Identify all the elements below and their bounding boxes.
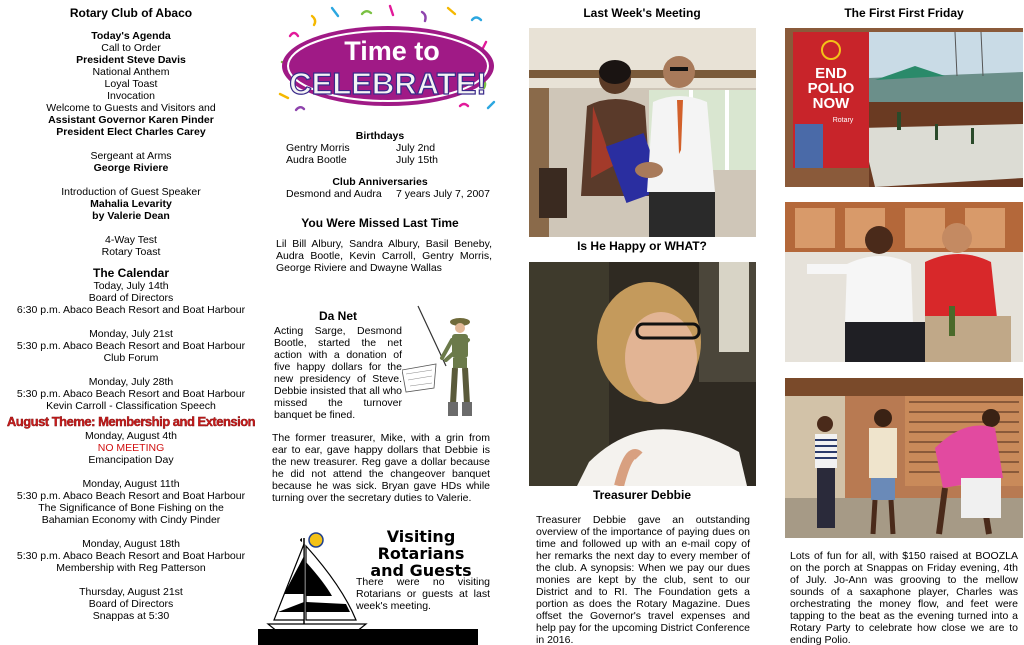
agenda-item: Welcome to Guests and Visitors and: [46, 102, 216, 114]
banner-line1: Time to: [344, 36, 440, 66]
men-seated-photo: [785, 202, 1023, 362]
treasurer-text: Treasurer Debbie gave an outstanding overview of the importance of paying dues on time and followed up with an e-mail copy of her remarks the next day to every member of the club. A synopsis: When we pay our dues monies are kept by the club, sent to our District and to RI. The Foundation gets a portion as does the Rotary Magazine. Dues offset the Governor's travel expenses and help pay for the upcoming District Conference in 2016.: [536, 514, 750, 645]
calendar-line: Membership with Reg Patterson: [56, 562, 206, 574]
calendar-line: Monday, August 18th: [82, 538, 180, 550]
agenda-heading: Today's Agenda: [91, 30, 171, 42]
speaker-name: Mahalia Levarity: [90, 198, 172, 210]
banner-rotary-label: Rotary: [832, 117, 854, 124]
meeting-title: Last Week's Meeting: [583, 6, 701, 20]
caption-happy: Is He Happy or WHAT?: [577, 239, 707, 253]
meeting-column: [528, 0, 756, 645]
august-theme: August Theme: Membership and Extension: [6, 414, 256, 429]
calendar-entry: [0, 478, 262, 526]
friday-title: The First First Friday: [844, 6, 964, 20]
calendar-line: Today, July 14th: [93, 280, 169, 292]
birthday-list: [268, 142, 492, 166]
calendar-line: Monday, August 11th: [82, 478, 180, 490]
speaker-by: by Valerie Dean: [92, 210, 170, 222]
banner-end: END: [815, 65, 847, 82]
agenda-item: Invocation: [107, 90, 155, 102]
agenda-list: [0, 42, 262, 138]
danet-heading: Da Net: [318, 309, 357, 323]
calendar-line: 5:30 p.m. Abaco Beach Resort and Boat Harbour: [16, 490, 246, 502]
missed-heading: You Were Missed Last Time: [301, 216, 459, 230]
friday-column: [784, 0, 1024, 645]
birthday-name: Gentry Morris: [286, 142, 350, 154]
agenda-item: Assistant Governor Karen Pinder: [48, 114, 214, 126]
calendar-line: Monday, July 21st: [89, 328, 173, 340]
aug4-note: NO MEETING: [97, 442, 165, 454]
calendar-line: Snappas at 5:30: [92, 610, 170, 622]
calendar-line: Monday, July 28th: [88, 376, 174, 388]
celebrate-banner: [272, 2, 504, 120]
calendar-heading: The Calendar: [92, 266, 170, 280]
birthday-date: July 15th: [396, 154, 439, 166]
footer-bar: [258, 629, 478, 645]
agenda-column: [0, 0, 262, 622]
friday-text: Lots of fun for all, with $150 raised at BOOZLA on the porch at Snappas on Friday evening, 4th of July. Jo-Ann was grooving to the mellow sounds of a saxaphone player, Charles was orchestrating the money flow, and feet were tapping to the beat as the evening turned into a Rotary Party to celebrate how close we are to ending Polio.: [790, 550, 1018, 645]
missed-text: Lil Bill Albury, Sandra Albury, Basil Beneby, Audra Bootle, Kevin Carroll, Gentry Morris, George Riviere and Dwayne Wallas: [276, 238, 492, 274]
visiting-heading-line2: and Guests: [370, 561, 472, 580]
danet-text: Acting Sarge, Desmond Bootle, started the net action with a donation of five happy dollars for the new presidency of Steve. Debbie insisted that all who missed the turnover banquet be fined.: [274, 325, 402, 421]
birthday-name: Audra Bootle: [286, 154, 347, 166]
calendar-line: 5:30 p.m. Abaco Beach Resort and Boat Harbour: [16, 388, 246, 400]
rotary-toast: Rotary Toast: [101, 246, 161, 258]
banner-now: NOW: [812, 95, 850, 112]
birthday-row: [286, 142, 492, 154]
caption-treasurer: Treasurer Debbie: [592, 488, 692, 502]
calendar-line: 5:30 p.m. Abaco Beach Resort and Boat Harbour: [16, 550, 246, 562]
fourway-test: 4-Way Test: [105, 234, 157, 246]
calendar-line: Thursday, August 21st: [79, 586, 183, 598]
calendar-line: Club Forum: [103, 352, 159, 364]
women-dancing-photo: [785, 378, 1023, 538]
anniversary-row: [268, 188, 492, 200]
calendar-line: 6:30 p.m. Abaco Beach Resort and Boat Harbour: [16, 304, 246, 316]
agenda-item: President Steve Davis: [76, 54, 186, 66]
calendar-line: Board of Directors: [88, 598, 174, 610]
confetti-graphic: [272, 2, 504, 120]
fisher-illustration: [402, 304, 492, 424]
treasurer-photo: [529, 262, 756, 486]
visiting-heading: [350, 528, 492, 579]
calendar-entry: [0, 586, 262, 622]
speaker-intro: Introduction of Guest Speaker: [61, 186, 201, 198]
calendar-line: Bahamian Economy with Cindy Pinder: [41, 514, 221, 526]
calendar-line: Board of Directors: [88, 292, 174, 304]
calendar-entry: [0, 280, 262, 316]
anniversary-date: 7 years July 7, 2007: [396, 188, 490, 200]
anniversary-name: Desmond and Audra: [286, 188, 382, 200]
calendar-entry: [0, 328, 262, 364]
danet-text-continued: The former treasurer, Mike, with a grin from ear to ear, gave happy dollars that Debbie is the new treasurer. Reg gave a dollar because he did not attend the changeover banquet because he was sick. Bryan gave HDs while turning over the secretary duties to Valerie.: [272, 432, 490, 504]
calendar-line: 5:30 p.m. Abaco Beach Resort and Boat Harbour: [16, 340, 246, 352]
banner-polio: POLIO: [807, 80, 855, 97]
sergeant-name: George Riviere: [93, 162, 169, 174]
calendar-line: Kevin Carroll - Classification Speech: [46, 400, 216, 412]
visiting-text: There were no visiting Rotarians or guests at last week's meeting.: [356, 576, 490, 612]
agenda-item: Call to Order: [101, 42, 161, 54]
banner-line2: CELEBRATE!: [289, 66, 487, 101]
aug4-date: Monday, August 4th: [84, 430, 178, 442]
rotary-wheel-icon: [309, 533, 323, 547]
visiting-heading-line1: Visiting Rotarians: [377, 527, 465, 563]
sergeant-label: Sergeant at Arms: [90, 150, 172, 162]
club-title: Rotary Club of Abaco: [69, 6, 193, 20]
handshake-photo: [529, 28, 756, 237]
calendar-entry: [0, 538, 262, 574]
birthdays-heading: Birthdays: [355, 130, 405, 142]
aug4-event: Emancipation Day: [88, 454, 174, 466]
agenda-item: President Elect Charles Carey: [56, 126, 206, 138]
agenda-item: Loyal Toast: [104, 78, 158, 90]
august-list: [0, 478, 262, 622]
agenda-item: National Anthem: [92, 66, 170, 78]
polio-banner-photo: [785, 28, 1023, 187]
birthday-row: [286, 154, 492, 166]
anniversaries-heading: Club Anniversaries: [332, 176, 428, 188]
calendar-list: [0, 280, 262, 412]
birthday-date: July 2nd: [396, 142, 436, 154]
calendar-line: The Significance of Bone Fishing on the: [38, 502, 224, 514]
calendar-entry: [0, 376, 262, 412]
